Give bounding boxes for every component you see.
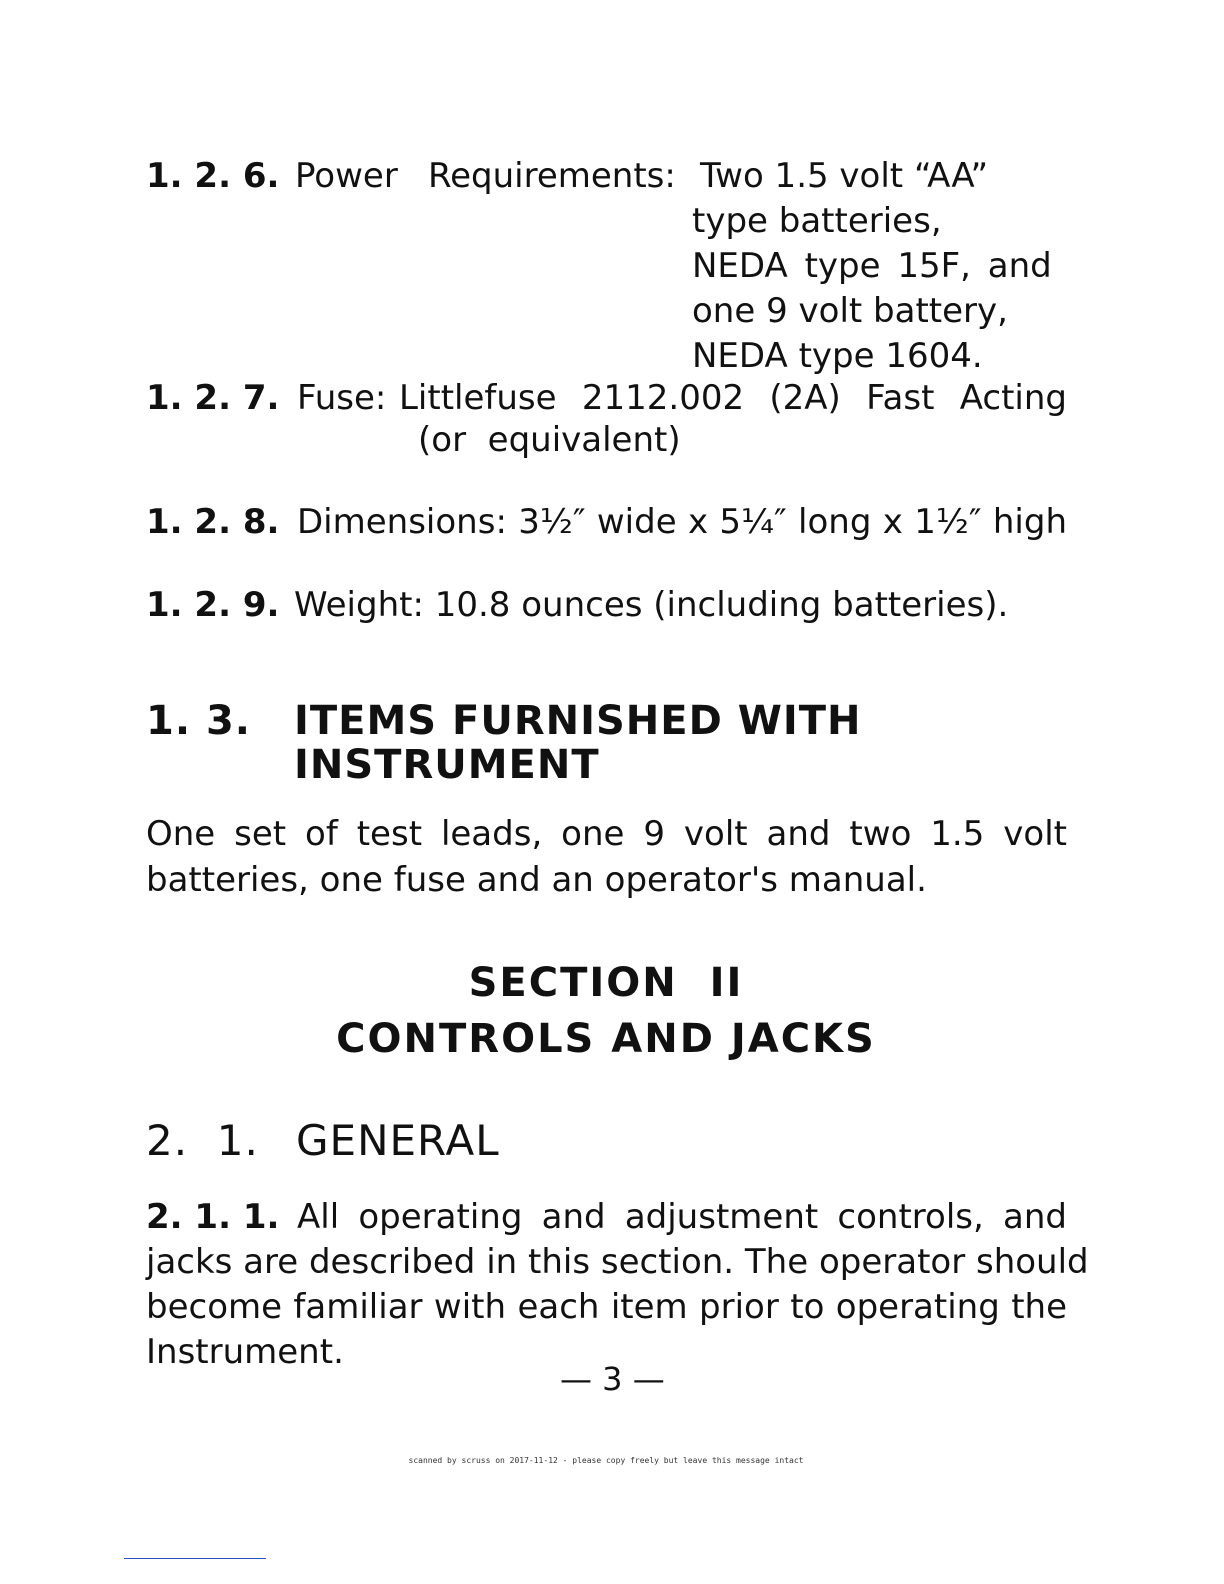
section-number-items-furnished: 1. 3.	[146, 698, 251, 744]
power-line-2: type batteries,	[692, 201, 942, 241]
power-label-2: Requirements:	[428, 156, 676, 196]
item-number-power: 1. 2. 6.	[146, 156, 280, 196]
item-number-fuse: 1. 2. 7.	[146, 378, 280, 418]
power-line-1: Two 1.5 volt “AA”	[700, 156, 989, 196]
paragraph-number-general: 2. 1. 1.	[146, 1197, 280, 1237]
fuse-text: Fuse: Littlefuse 2112.002 (2A) Fast Acting	[297, 378, 1067, 418]
general-line-3: become familiar with each item prior to operating the	[146, 1287, 1067, 1327]
power-line-3: NEDA type 15F, and	[692, 246, 1052, 286]
power-line-5: NEDA type 1604.	[692, 336, 983, 376]
dimensions-text: Dimensions: 3½″ wide x 5¼″ long x 1½″ high	[297, 502, 1067, 542]
footer-rule	[124, 1558, 266, 1559]
power-line-4: one 9 volt battery,	[692, 291, 1008, 331]
power-label: Power	[295, 156, 398, 196]
general-line-2: jacks are described in this section. The operator should	[146, 1242, 1089, 1282]
items-furnished-body-line-2: batteries, one fuse and an operator's manual.	[146, 860, 927, 900]
page-number: — 3 —	[560, 1360, 665, 1398]
items-furnished-title-line-2: INSTRUMENT	[294, 742, 600, 788]
fuse-continuation: (or equivalent)	[418, 420, 681, 460]
items-furnished-body-line-1: One set of test leads, one 9 volt and two 1.5 volt	[146, 814, 1067, 854]
scan-footer-note: scanned by scruss on 2017-11-12 - please copy freely but leave this message intact	[408, 1456, 804, 1465]
general-title: GENERAL	[296, 1116, 500, 1165]
general-line-4: Instrument.	[146, 1332, 344, 1372]
general-line-1: All operating and adjustment controls, and	[297, 1197, 1067, 1237]
section-title: SECTION II	[468, 960, 744, 1006]
items-furnished-title-line-1: ITEMS FURNISHED WITH	[294, 698, 862, 744]
section-subtitle: CONTROLS AND JACKS	[336, 1016, 876, 1062]
weight-text: Weight: 10.8 ounces (including batteries).	[294, 585, 1009, 625]
item-number-weight: 1. 2. 9.	[146, 585, 280, 625]
item-number-dimensions: 1. 2. 8.	[146, 502, 280, 542]
section-number-general: 2. 1.	[146, 1116, 259, 1165]
